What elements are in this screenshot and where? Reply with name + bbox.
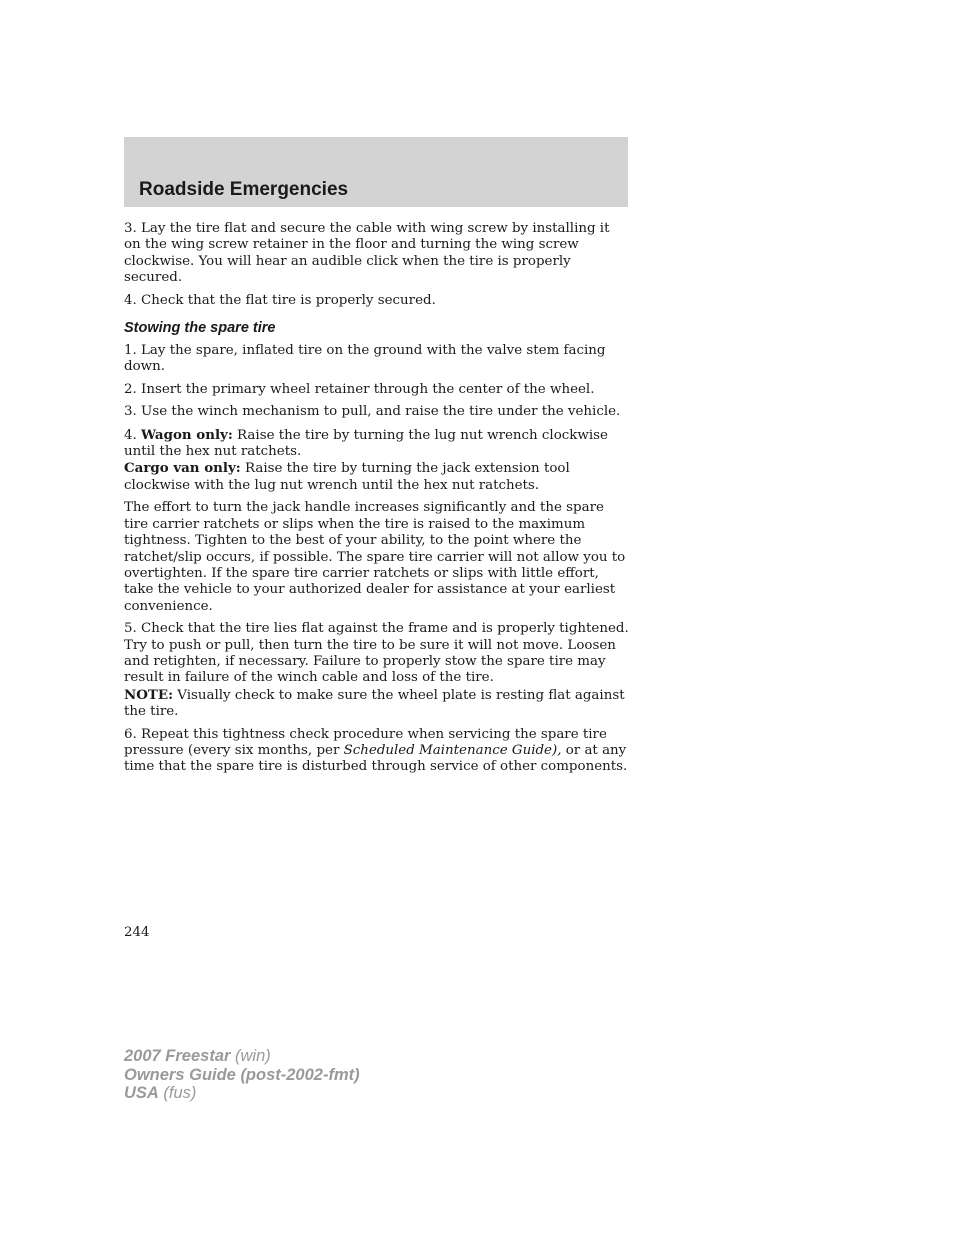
step-4-paragraph: 4. Check that the flat tire is properly secured. bbox=[124, 292, 436, 308]
section-title: Roadside Emergencies bbox=[139, 179, 349, 200]
footer-market: USA bbox=[124, 1084, 159, 1102]
step-number: 4. bbox=[124, 427, 142, 443]
wagon-only-label: Wagon only: bbox=[141, 426, 233, 443]
subsection-heading: Stowing the spare tire bbox=[124, 320, 276, 337]
stow-step-4-cargo bbox=[124, 460, 630, 494]
stow-step-4-wagon bbox=[124, 427, 630, 461]
footer-model-code: (win) bbox=[230, 1047, 271, 1065]
stow-step-6 bbox=[124, 727, 630, 776]
footer-line-3 bbox=[124, 1084, 360, 1103]
note-text: Visually check to make sure the wheel plate is resting flat against the tire. bbox=[124, 687, 625, 720]
section-header-band bbox=[124, 137, 628, 207]
cargo-van-only-label: Cargo van only: bbox=[124, 460, 241, 477]
wagon-only-text: Raise the tire by turning the lug nut wrench clockwise until the hex nut ratchets. bbox=[124, 427, 608, 460]
effort-paragraph: The effort to turn the jack handle increases significantly and the spare tire carrier ratchets or slips when the tire is raised to the maximum tightness. Tighten to the best of your ability, to the point where the ratchet/slip occurs, if possible. The spare tire carrier will not allow you to overtighten. If the spare tire carrier ratchets or slips with little effort, take the vehicle to your authorized dealer for assistance at your earliest convenience. bbox=[124, 500, 626, 614]
footer-line-1 bbox=[124, 1047, 360, 1066]
note-label: NOTE: bbox=[124, 686, 174, 703]
stow-step-3: 3. Use the winch mechanism to pull, and raise the tire under the vehicle. bbox=[124, 404, 621, 420]
step-6-text-b: or at any time that the spare tire is disturbed through service of other components. bbox=[124, 742, 628, 775]
step-6-text-a: 6. Repeat this tightness check procedure when servicing the spare tire pressure (every six months, per bbox=[124, 726, 607, 758]
document-footer bbox=[124, 1047, 360, 1103]
maintenance-guide-reference: Scheduled Maintenance Guide), bbox=[343, 742, 562, 758]
stow-step-2: 2. Insert the primary wheel retainer through the center of the wheel. bbox=[124, 381, 595, 397]
stow-step-5: 5. Check that the tire lies flat against the frame and is properly tightened. Try to push or pull, then turn the tire to be sure it will not move. Loosen and retighten, if necessary. Failure to properly stow the spare tire may result in failure of the winch cable and loss of the tire. bbox=[124, 621, 629, 686]
step-3-paragraph: 3. Lay the tire flat and secure the cable with wing screw by installing it on the wing screw retainer in the floor and turning the wing screw clockwise. You will hear an audible click when the tire is properly secured. bbox=[124, 221, 610, 286]
stow-step-1: 1. Lay the spare, inflated tire on the ground with the valve stem facing down. bbox=[124, 343, 606, 375]
page-content bbox=[124, 221, 630, 782]
cargo-van-only-text: Raise the tire by turning the jack extension tool clockwise with the lug nut wrench until the hex nut ratchets. bbox=[124, 461, 570, 493]
footer-model: 2007 Freestar bbox=[124, 1047, 231, 1065]
note-paragraph bbox=[124, 687, 630, 721]
footer-market-code: (fus) bbox=[158, 1084, 197, 1102]
footer-line-2: Owners Guide (post-2002-fmt) bbox=[124, 1065, 360, 1084]
page-number: 244 bbox=[124, 925, 150, 940]
